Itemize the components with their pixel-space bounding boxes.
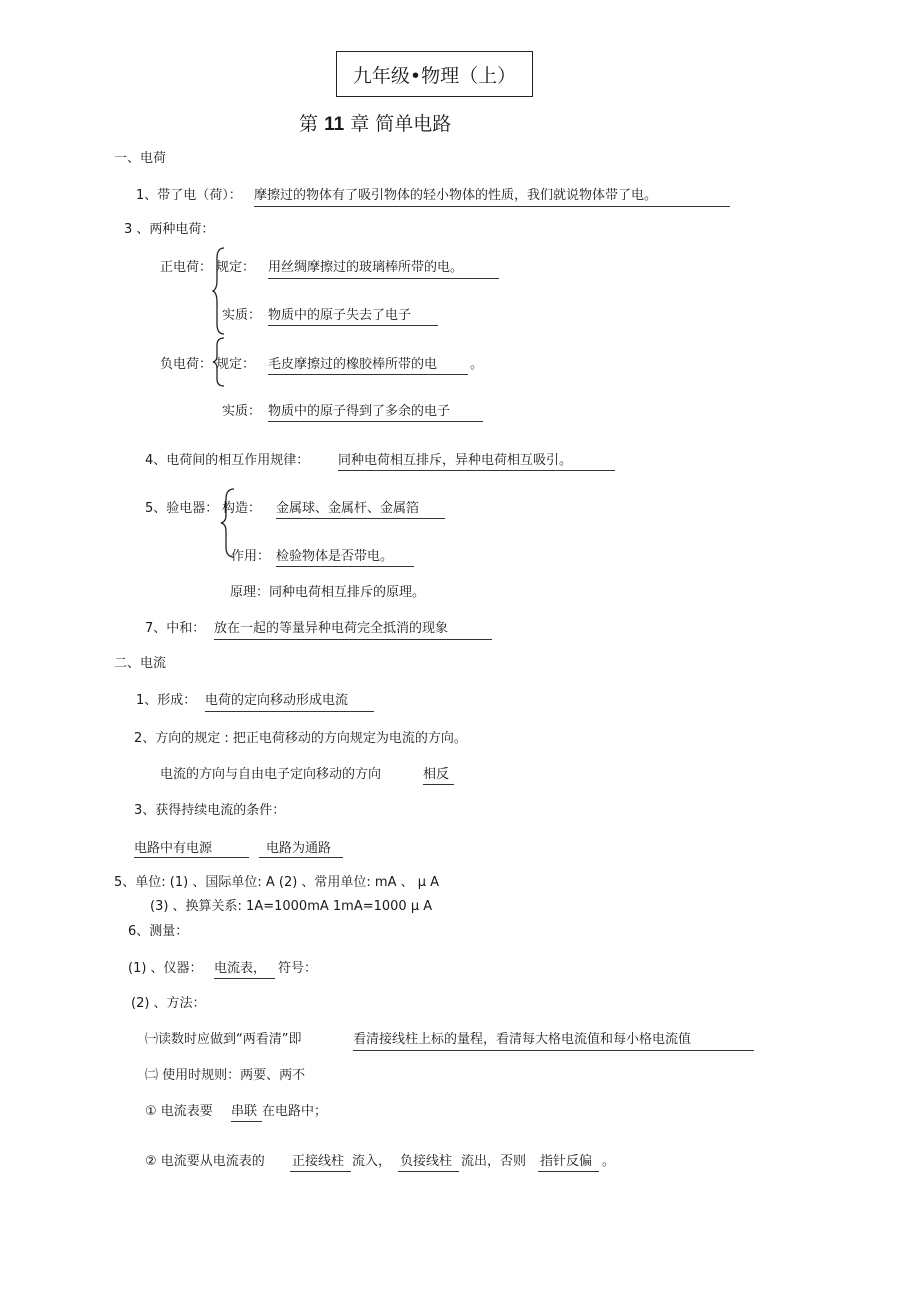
q7-answer-underline [214, 639, 492, 640]
q7-answer: 放在一起的等量异种电荷完全抵消的现象 [214, 621, 449, 636]
rule-2-text-c: 流出，否则 [461, 1154, 527, 1169]
s2-q3-label: 3、获得持续电流的条件： [134, 803, 286, 818]
positive-rule-underline [268, 278, 499, 279]
s2-q1-answer: 电荷的定向移动形成电流 [205, 693, 349, 708]
negative-nature-answer: 物质中的原子得到了多余的电子 [268, 404, 451, 419]
method-1-answer: 看清接线柱上标的量程，看清每大格电流值和每小格电流值 [353, 1032, 692, 1047]
s2-q3-answer-b: 电路为通路 [266, 841, 332, 856]
rule-2-answer-1: 正接线柱 [292, 1154, 345, 1169]
positive-rule-answer: 用丝绸摩擦过的玻璃棒所带的电。 [268, 260, 464, 275]
s2-q6-1-label: (1) 、仪器： [128, 961, 203, 976]
s2-q2b-underline [423, 784, 454, 785]
q4-answer-underline [338, 470, 615, 471]
s2-q3-underline-b [259, 857, 343, 858]
q4-label: 4、电荷间的相互作用规律： [145, 453, 310, 468]
s2-q6-1-answer: 电流表， [214, 961, 267, 976]
s2-q2-text: 2、方向的规定 : 把正电荷移动的方向规定为电流的方向。 [134, 731, 467, 746]
negative-rule-underline [268, 374, 468, 375]
positive-nature-underline [268, 325, 438, 326]
s2-q2b-text: 电流的方向与自由电子定向移动的方向 [160, 767, 382, 782]
q5-structure-underline [276, 518, 445, 519]
rule-2-text-a: ② 电流要从电流表的 [145, 1154, 265, 1169]
method-1-label: ㈠读数时应做到“两看清”即 [145, 1032, 302, 1047]
section-1-title: 一、电荷 [114, 151, 167, 166]
q4-answer: 同种电荷相互排斥，异种电荷相互吸引。 [338, 453, 573, 468]
q5-use-underline [276, 566, 414, 567]
q5-structure-answer: 金属球、金属杆、金属箔 [276, 501, 420, 516]
rule-2-text-d: 。 [602, 1154, 616, 1169]
chapter-heading [299, 113, 451, 136]
negative-charge-label: 负电荷： [160, 357, 213, 372]
q1-answer: 摩擦过的物体有了吸引物体的轻小物体的性质，我们就说物体带了电。 [254, 188, 658, 203]
rule-2-underline-1 [290, 1171, 351, 1172]
page-title: 九年级•物理（上） [352, 64, 517, 87]
positive-rule-label: 规定： [216, 260, 256, 275]
positive-charge-label: 正电荷： [160, 260, 213, 275]
rule-2-underline-2 [398, 1171, 459, 1172]
chapter-title: 章 简单电路 [350, 113, 452, 135]
q5-label: 5、验电器： [145, 501, 219, 516]
chapter-prefix: 第 [299, 113, 319, 135]
s2-q5-units-line1: 5、单位: (1) 、国际单位: A (2) 、常用单位: mA 、 μ A [114, 875, 440, 890]
positive-nature-answer: 物质中的原子失去了电子 [268, 308, 412, 323]
s2-q6-1-underline [214, 978, 275, 979]
negative-rule-label: 规定： [216, 357, 256, 372]
rule-1-answer: 串联 [231, 1104, 258, 1119]
s2-q1-label: 1、形成： [136, 693, 197, 708]
s2-q6-label: 6、测量： [128, 924, 189, 939]
method-2-label: ㈡ 使用时规则：两要、两不 [145, 1068, 306, 1083]
s2-q2b-answer: 相反 [423, 767, 450, 782]
title-box [336, 51, 533, 97]
rule-2-text-b: 流入， [352, 1154, 392, 1169]
negative-nature-underline [268, 421, 483, 422]
rule-1-text-a: ① 电流表要 [145, 1104, 213, 1119]
q5-use-label: 作用： [231, 549, 271, 564]
chapter-number: 11 [324, 114, 345, 135]
q5-use-answer: 检验物体是否带电。 [276, 549, 394, 564]
q3-label: 3 、两种电荷： [124, 222, 215, 237]
s2-q6-1-symbol-label: 符号： [278, 961, 318, 976]
rule-2-answer-3: 指针反偏 [540, 1154, 593, 1169]
s2-q3-underline-a [134, 857, 249, 858]
section-2-title: 二、电流 [114, 656, 167, 671]
rule-2-underline-3 [538, 1171, 599, 1172]
positive-nature-label: 实质： [222, 308, 262, 323]
q5-structure-label: 构造： [222, 501, 262, 516]
s2-q1-underline [205, 711, 374, 712]
negative-rule-answer: 毛皮摩擦过的橡胶棒所带的电 [268, 357, 438, 372]
q1-label: 1、带了电（荷）： [136, 188, 242, 203]
q7-label: 7、中和： [145, 621, 206, 636]
s2-q3-answer-a: 电路中有电源 [134, 841, 213, 856]
negative-rule-period: 。 [470, 357, 484, 372]
q5-principle: 原理：同种电荷相互排斥的原理。 [230, 585, 426, 600]
negative-nature-label: 实质： [222, 404, 262, 419]
method-1-underline [353, 1050, 754, 1051]
s2-q5-units-line2: (3) 、换算关系: 1A=1000mA 1mA=1000 μ A [150, 899, 433, 914]
s2-q6-2-label: (2) 、方法： [131, 996, 206, 1011]
rule-2-answer-2: 负接线柱 [400, 1154, 453, 1169]
rule-1-underline [231, 1121, 262, 1122]
rule-1-text-b: 在电路中； [262, 1104, 328, 1119]
q1-answer-underline [254, 206, 730, 207]
